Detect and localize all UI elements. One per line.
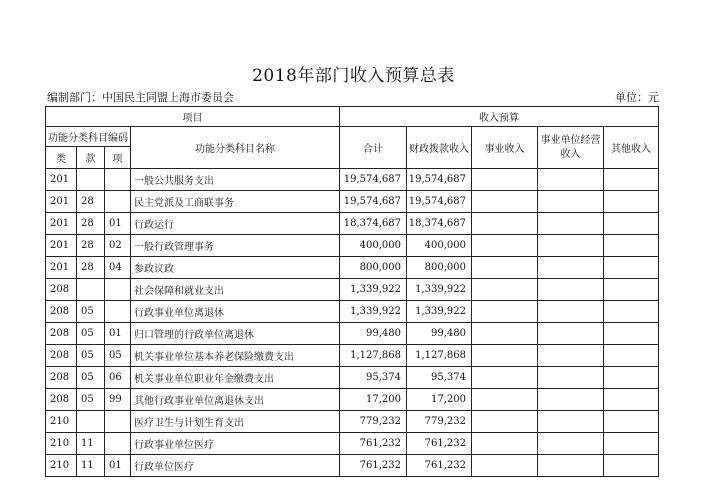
header-income-budget: 收入预算 <box>340 107 659 127</box>
cell-kuan: 28 <box>77 191 105 213</box>
cell-total: 17,200 <box>340 389 407 411</box>
cell-business <box>472 257 538 279</box>
cell-lei: 201 <box>46 235 77 257</box>
cell-operating <box>538 235 604 257</box>
header-kuan: 款 <box>77 147 105 169</box>
cell-xiang: 06 <box>105 367 131 389</box>
table-row <box>46 433 659 455</box>
cell-kuan: 11 <box>77 455 105 477</box>
cell-kuan: 05 <box>77 367 105 389</box>
cell-operating <box>538 455 604 477</box>
cell-fiscal: 17,200 <box>407 389 472 411</box>
header-name: 功能分类科目名称 <box>131 127 340 169</box>
cell-kuan <box>77 411 105 433</box>
table-row <box>46 257 659 279</box>
cell-lei: 201 <box>46 191 77 213</box>
cell-xiang: 01 <box>105 323 131 345</box>
cell-total: 761,232 <box>340 455 407 477</box>
cell-lei: 208 <box>46 301 77 323</box>
cell-name: 参政议政 <box>131 257 340 279</box>
cell-business <box>472 191 538 213</box>
cell-kuan: 28 <box>77 213 105 235</box>
cell-total: 1,339,922 <box>340 279 407 301</box>
cell-kuan: 11 <box>77 433 105 455</box>
cell-total: 18,374,687 <box>340 213 407 235</box>
cell-lei: 208 <box>46 323 77 345</box>
cell-fiscal: 761,232 <box>407 455 472 477</box>
cell-other <box>604 279 659 301</box>
cell-operating <box>538 191 604 213</box>
cell-xiang <box>105 301 131 323</box>
cell-kuan: 28 <box>77 257 105 279</box>
cell-business <box>472 235 538 257</box>
cell-total: 779,232 <box>340 411 407 433</box>
cell-total: 95,374 <box>340 367 407 389</box>
cell-xiang <box>105 191 131 213</box>
cell-lei: 201 <box>46 257 77 279</box>
table-header <box>46 107 659 169</box>
cell-total: 800,000 <box>340 257 407 279</box>
table-row <box>46 169 659 191</box>
cell-other <box>604 323 659 345</box>
header-lei: 类 <box>46 147 77 169</box>
cell-business <box>472 345 538 367</box>
cell-name: 一般行政管理事务 <box>131 235 340 257</box>
cell-lei: 210 <box>46 455 77 477</box>
cell-operating <box>538 323 604 345</box>
cell-business <box>472 389 538 411</box>
cell-xiang <box>105 433 131 455</box>
cell-xiang <box>105 279 131 301</box>
cell-other <box>604 389 659 411</box>
budget-table <box>45 106 659 477</box>
cell-xiang: 02 <box>105 235 131 257</box>
cell-name: 行政单位医疗 <box>131 455 340 477</box>
cell-total: 761,232 <box>340 433 407 455</box>
cell-name: 机关事业单位职业年金缴费支出 <box>131 367 340 389</box>
header-total: 合计 <box>340 127 407 169</box>
cell-fiscal: 19,574,687 <box>407 169 472 191</box>
table-row <box>46 301 659 323</box>
table-row <box>46 411 659 433</box>
cell-operating <box>538 213 604 235</box>
cell-business <box>472 411 538 433</box>
cell-operating <box>538 411 604 433</box>
table-row <box>46 235 659 257</box>
table-row <box>46 323 659 345</box>
cell-fiscal: 779,232 <box>407 411 472 433</box>
cell-total: 19,574,687 <box>340 169 407 191</box>
cell-name: 医疗卫生与计划生育支出 <box>131 411 340 433</box>
table-row <box>46 279 659 301</box>
cell-other <box>604 367 659 389</box>
header-project: 项目 <box>46 107 340 127</box>
table-row <box>46 345 659 367</box>
cell-operating <box>538 433 604 455</box>
table-body <box>46 169 659 477</box>
cell-kuan: 05 <box>77 389 105 411</box>
cell-total: 1,339,922 <box>340 301 407 323</box>
cell-lei: 208 <box>46 389 77 411</box>
cell-xiang <box>105 169 131 191</box>
cell-kuan: 05 <box>77 345 105 367</box>
table-row <box>46 455 659 477</box>
cell-operating <box>538 257 604 279</box>
cell-operating <box>538 389 604 411</box>
header-other: 其他收入 <box>604 127 659 169</box>
cell-lei: 210 <box>46 411 77 433</box>
cell-operating <box>538 279 604 301</box>
cell-other <box>604 345 659 367</box>
cell-fiscal: 19,574,687 <box>407 191 472 213</box>
cell-kuan <box>77 279 105 301</box>
cell-name: 机关事业单位基本养老保险缴费支出 <box>131 345 340 367</box>
header-business: 事业收入 <box>472 127 538 169</box>
cell-fiscal: 761,232 <box>407 433 472 455</box>
cell-other <box>604 301 659 323</box>
cell-fiscal: 99,480 <box>407 323 472 345</box>
cell-business <box>472 455 538 477</box>
header-fiscal: 财政拨款收入 <box>407 127 472 169</box>
cell-total: 1,127,868 <box>340 345 407 367</box>
cell-name: 行政事业单位医疗 <box>131 433 340 455</box>
cell-business <box>472 433 538 455</box>
table-row <box>46 191 659 213</box>
cell-xiang: 99 <box>105 389 131 411</box>
cell-name: 民主党派及工商联事务 <box>131 191 340 213</box>
cell-name: 归口管理的行政单位离退休 <box>131 323 340 345</box>
cell-lei: 201 <box>46 213 77 235</box>
header-operating: 事业单位经营收入 <box>538 127 604 169</box>
cell-fiscal: 1,339,922 <box>407 301 472 323</box>
cell-kuan: 05 <box>77 301 105 323</box>
cell-name: 其他行政事业单位离退休支出 <box>131 389 340 411</box>
cell-other <box>604 411 659 433</box>
cell-name: 社会保障和就业支出 <box>131 279 340 301</box>
cell-business <box>472 301 538 323</box>
cell-business <box>472 279 538 301</box>
cell-business <box>472 367 538 389</box>
cell-fiscal: 400,000 <box>407 235 472 257</box>
cell-xiang: 01 <box>105 455 131 477</box>
department-label: 编制部门： <box>47 91 102 104</box>
cell-lei: 208 <box>46 345 77 367</box>
cell-other <box>604 257 659 279</box>
department-line <box>47 89 234 105</box>
cell-fiscal: 18,374,687 <box>407 213 472 235</box>
table-row <box>46 389 659 411</box>
report-title: 2018年部门收入预算总表 <box>252 66 455 86</box>
cell-fiscal: 1,339,922 <box>407 279 472 301</box>
cell-xiang: 01 <box>105 213 131 235</box>
cell-lei: 208 <box>46 367 77 389</box>
unit-line <box>615 89 659 105</box>
cell-other <box>604 191 659 213</box>
cell-operating <box>538 367 604 389</box>
cell-fiscal: 1,127,868 <box>407 345 472 367</box>
cell-xiang: 04 <box>105 257 131 279</box>
cell-total: 99,480 <box>340 323 407 345</box>
cell-kuan: 05 <box>77 323 105 345</box>
cell-xiang <box>105 411 131 433</box>
cell-kuan <box>77 169 105 191</box>
cell-other <box>604 213 659 235</box>
header-xiang: 项 <box>105 147 131 169</box>
cell-operating <box>538 301 604 323</box>
cell-name: 行政事业单位离退休 <box>131 301 340 323</box>
cell-xiang: 05 <box>105 345 131 367</box>
cell-operating <box>538 345 604 367</box>
cell-other <box>604 455 659 477</box>
cell-other <box>604 169 659 191</box>
cell-business <box>472 169 538 191</box>
cell-operating <box>538 169 604 191</box>
cell-other <box>604 433 659 455</box>
cell-name: 一般公共服务支出 <box>131 169 340 191</box>
cell-total: 400,000 <box>340 235 407 257</box>
cell-lei: 208 <box>46 279 77 301</box>
header-code-group: 功能分类科目编码 <box>46 127 131 147</box>
cell-kuan: 28 <box>77 235 105 257</box>
cell-lei: 210 <box>46 433 77 455</box>
cell-other <box>604 235 659 257</box>
cell-business <box>472 213 538 235</box>
cell-fiscal: 95,374 <box>407 367 472 389</box>
cell-lei: 201 <box>46 169 77 191</box>
cell-total: 19,574,687 <box>340 191 407 213</box>
cell-business <box>472 323 538 345</box>
table-row <box>46 367 659 389</box>
unit-value: 元 <box>648 91 659 104</box>
unit-label: 单位： <box>615 91 648 104</box>
cell-fiscal: 800,000 <box>407 257 472 279</box>
department-name: 中国民主同盟上海市委员会 <box>102 91 234 104</box>
cell-name: 行政运行 <box>131 213 340 235</box>
table-row <box>46 213 659 235</box>
